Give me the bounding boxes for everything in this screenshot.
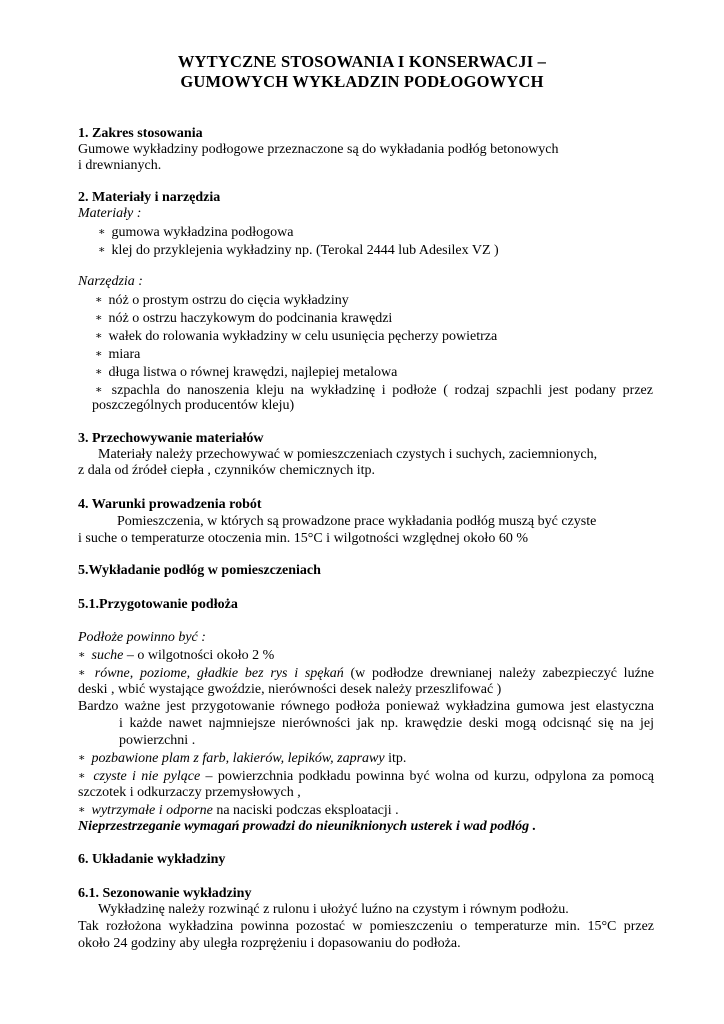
bullet-star-icon: ∗ (78, 667, 86, 679)
materials-item: ∗ gumowa wykładzina podłogowa (98, 225, 294, 240)
bullet-star-icon: ∗ (78, 770, 86, 782)
bullet-star-icon: ∗ (78, 804, 86, 816)
section-5-1-heading: 5.1.Przygotowanie podłoża (78, 597, 238, 612)
substrate-note-line-1: Bardzo ważne jest przygotowanie równego podłoża ponieważ wykładzina gumowa jest elastyczna (78, 699, 654, 714)
section-5-heading: 5.Wykładanie podłóg w pomieszczeniach (78, 563, 321, 578)
substrate-intro: Podłoże powinno być : (78, 630, 206, 645)
substrate-item-even: ∗ równe, poziome, gładkie bez rys i spękań (w podłodze drewnianej należy zabezpieczyć luźne (78, 666, 654, 681)
section-3-text-line-1: Materiały należy przechowywać w pomieszczeniach czystych i suchych, zaciemnionych, (98, 447, 598, 462)
section-3-heading: 3. Przechowywanie materiałów (78, 431, 264, 446)
bullet-star-icon: ∗ (95, 294, 103, 306)
materials-item: ∗ klej do przyklejenia wykładziny np. (Terokal 2444 lub Adesilex VZ ) (98, 243, 499, 258)
materials-label: Materiały : (78, 206, 142, 221)
section-6-1-text-line-3: około 24 godziny aby uległa rozprężeniu i dopasowaniu do podłoża. (78, 936, 461, 951)
bullet-star-icon: ∗ (95, 312, 103, 324)
section-3-text-line-2: z dala od źródeł ciepła , czynników chemicznych itp. (78, 463, 375, 478)
section-1-text-line-2: i drewnianych. (78, 158, 162, 173)
section-6-1-heading: 6.1. Sezonowanie wykładziny (78, 886, 252, 901)
tools-item: ∗ nóż o ostrzu haczykowym do podcinania krawędzi (95, 311, 393, 326)
section-6-1-text-line-1: Wykładzinę należy rozwinąć z rulonu i ułożyć luźno na czystym i równym podłożu. (98, 902, 569, 917)
bullet-star-icon: ∗ (98, 244, 106, 256)
tools-item-last-line-1: ∗ szpachla do nanoszenia kleju na wykładzinę i podłoże ( rodzaj szpachli jest podany przez (95, 383, 653, 398)
tools-item-last-line-2: poszczególnych producentów kleju) (92, 398, 295, 413)
section-4-text-line-1: Pomieszczenia, w których są prowadzone prace wykładania podłóg muszą być czyste (117, 514, 597, 529)
section-4-text-line-2: i suche o temperaturze otoczenia min. 15°C i wilgotności względnej około 60 % (78, 531, 528, 546)
substrate-note-line-2: i każde nawet najmniejsze nierówności jak np. krawędzie deski mogą odcisnąć się na jej (119, 716, 654, 731)
section-6-heading: 6. Układanie wykładziny (78, 852, 226, 867)
substrate-warning: Nieprzestrzeganie wymagań prowadzi do nieuniknionych usterek i wad podłóg . (78, 819, 537, 834)
bullet-star-icon: ∗ (95, 366, 103, 378)
tools-item: ∗ wałek do rolowania wykładziny w celu usunięcia pęcherzy powietrza (95, 329, 498, 344)
substrate-item-clean-stains: ∗ pozbawione plam z farb, lakierów, lepików, zaprawy itp. (78, 751, 407, 766)
tools-label: Narzędzia : (78, 274, 143, 289)
section-4-heading: 4. Warunki prowadzenia robót (78, 497, 262, 512)
bullet-star-icon: ∗ (95, 348, 103, 360)
document-title-line-1: WYTYCZNE STOSOWANIA I KONSERWACJI – (177, 52, 547, 71)
section-6-1-text-line-2: Tak rozłożona wykładzina powinna pozostać w pomieszczeniu o temperaturze min. 15°C przez (78, 919, 654, 934)
tools-item: ∗ nóż o prostym ostrzu do cięcia wykładziny (95, 293, 349, 308)
tools-item: ∗ długa listwa o równej krawędzi, najlepiej metalowa (95, 365, 398, 380)
substrate-item-dustfree: ∗ czyste i nie pylące – powierzchnia podkładu powinna być wolna od kurzu, odpylona za pomocą (78, 769, 654, 784)
section-2-heading: 2. Materiały i narzędzia (78, 190, 221, 205)
substrate-note-line-3: powierzchni . (119, 733, 196, 748)
substrate-item-durable: ∗ wytrzymałe i odporne na naciski podczas eksploatacji . (78, 803, 399, 818)
document-title-line-2: GUMOWYCH WYKŁADZIN PODŁOGOWYCH (180, 72, 544, 91)
substrate-item-dustfree-line-2: szczotek i odkurzaczy przemysłowych , (78, 785, 301, 800)
bullet-star-icon: ∗ (95, 384, 103, 396)
substrate-item-even-line-2: deski , wbić wystające gwoździe, nierówności desek należy przeszlifować ) (78, 682, 502, 697)
tools-item: ∗ miara (95, 347, 141, 362)
substrate-item-dry: ∗ suche – o wilgotności około 2 % (78, 648, 275, 663)
section-1-heading: 1. Zakres stosowania (78, 126, 203, 141)
bullet-star-icon: ∗ (78, 752, 86, 764)
bullet-star-icon: ∗ (78, 649, 86, 661)
bullet-star-icon: ∗ (95, 330, 103, 342)
section-1-text-line-1: Gumowe wykładziny podłogowe przeznaczone są do wykładania podłóg betonowych (78, 142, 559, 157)
bullet-star-icon: ∗ (98, 226, 106, 238)
